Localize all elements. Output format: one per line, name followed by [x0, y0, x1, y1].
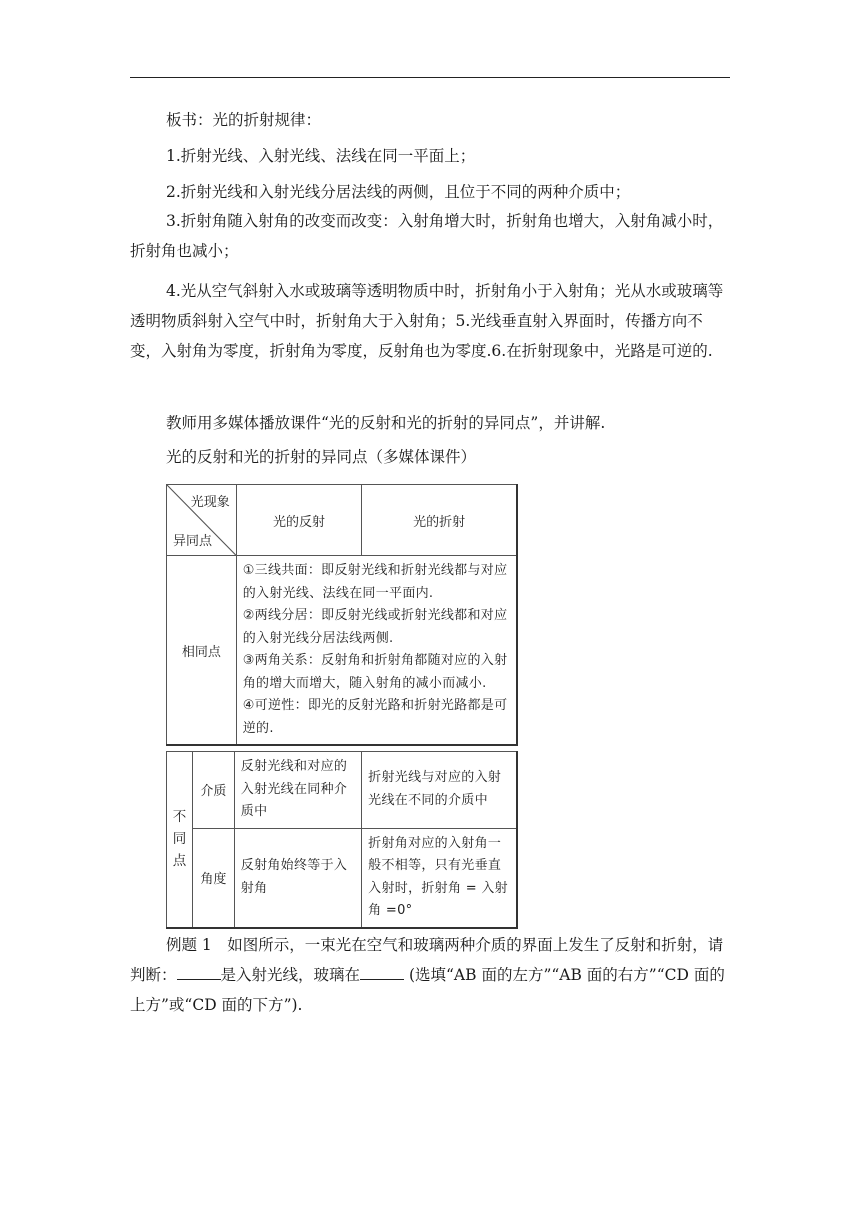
- example-suffix: (选填“AB 面的左方”“AB 面的右方”“CD 面的上方”或“CD 面的下方”).: [130, 966, 725, 1014]
- header-comparison: 异同点: [173, 534, 213, 549]
- medium-refraction: 折射光线与对应的入射光线在不同的介质中: [362, 752, 517, 829]
- angle-reflection: 反射角始终等于入射角: [234, 828, 361, 928]
- header-phenomenon: 光现象: [190, 495, 230, 510]
- diagonal-header-cell: [167, 485, 237, 556]
- board-title: 板书：光的折射规律：: [166, 111, 322, 129]
- angle-refraction: 折射角对应的入射角一般不相等，只有光垂直入射时，折射角 = 入射角 =0°: [362, 828, 517, 928]
- answer-blank-2[interactable]: [360, 965, 404, 980]
- same-points-cell: [236, 556, 517, 746]
- answer-blank-1[interactable]: [177, 965, 221, 980]
- col-refraction-header: 光的折射: [362, 485, 517, 556]
- similarities-table: [166, 484, 518, 746]
- rule-2: 2.折射光线和入射光线分居法线的两侧，且位于不同的两种介质中；: [166, 183, 631, 201]
- same-point-4: ④可逆性：即光的反射光路和折射光路都是可逆的.: [242, 698, 508, 736]
- same-point-1: ①三线共面：即反射光线和折射光线都与对应的入射光线、法线在同一平面内.: [242, 563, 508, 601]
- col-reflection-header: 光的反射: [236, 485, 361, 556]
- rule-3: 3.折射角随入射角的改变而改变：入射角增大时，折射角也增大，入射角减小时，折射角也减小；: [130, 212, 724, 260]
- teacher-note: 教师用多媒体播放课件“光的反射和光的折射的异同点”，并讲解.: [166, 414, 606, 432]
- example-prefix: 例题 1 如图所示，一束光在空气和玻璃两种介质的界面上发生了反射和折射，请判断：: [130, 936, 724, 984]
- row-label-same: 相同点: [167, 556, 237, 746]
- rule-4-6: 4.光从空气斜射入水或玻璃等透明物质中时，折射角小于入射角；光从水或玻璃等透明物质斜射入空气中时，折射角大于入射角；5.光线垂直射入界面时，传播方向不变，入射角为零度，折射角为零度，反射角也为零度.6.在折射现象中，光路是可逆的.: [130, 282, 724, 360]
- same-point-3: ③两角关系：反射角和折射角都随对应的入射角的增大而增大，随入射角的减小而减小.: [242, 653, 508, 691]
- header-rule: [130, 77, 730, 78]
- differences-table: [166, 751, 518, 929]
- group-label-differences: [167, 752, 193, 928]
- rule-1: 1.折射光线、入射光线、法线在同一平面上；: [166, 147, 476, 165]
- row-label-angle: 角度: [192, 828, 234, 928]
- example-middle: 是入射光线，玻璃在: [220, 966, 361, 984]
- table-caption: 光的反射和光的折射的异同点（多媒体课件）: [166, 448, 477, 466]
- medium-reflection: 反射光线和对应的入射光线在同种介质中: [234, 752, 361, 829]
- group-label-text: 不同点: [172, 808, 187, 869]
- same-point-2: ②两线分居：即反射光线或折射光线都和对应的入射光线分居法线两侧.: [242, 608, 508, 646]
- row-label-medium: 介质: [192, 752, 234, 829]
- example-question: [130, 930, 730, 1020]
